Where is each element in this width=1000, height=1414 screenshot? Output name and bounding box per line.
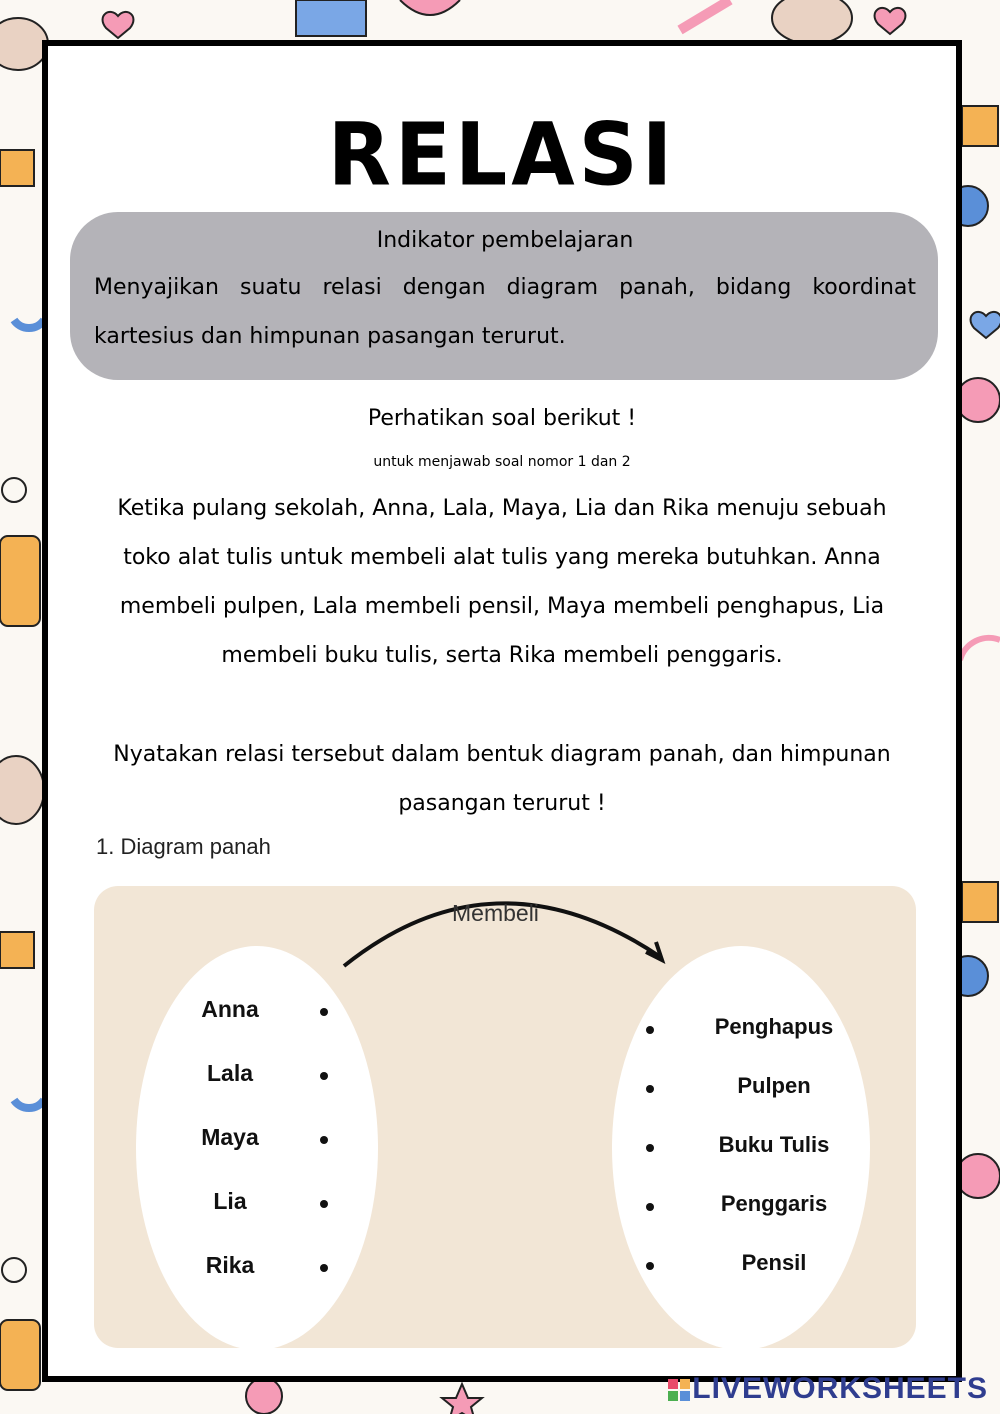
- arrow-diagram: [94, 886, 916, 1348]
- domain-dot[interactable]: [320, 1264, 328, 1272]
- ruler-icon: [0, 150, 34, 186]
- instruction-heading: Perhatikan soal berikut !: [367, 406, 637, 431]
- domain-dot[interactable]: [320, 1072, 328, 1080]
- story-paragraph: Ketika pulang sekolah, Anna, Lala, Maya, Lia dan Rika menuju sebuah toko alat tulis untuk membeli alat tulis yang mereka butuhkan. Anna membeli pulpen, Lala membeli pensil, Maya membeli penghapus, Lia membeli buku tulis, serta Rika membeli penggaris.: [117, 496, 887, 668]
- codomain-item: Pensil: [741, 1250, 807, 1275]
- palette-icon: [772, 0, 852, 44]
- atom-icon: [956, 378, 1000, 422]
- learning-indicator-box: [70, 212, 938, 380]
- book-icon: [296, 0, 366, 36]
- heart-icon: [103, 12, 134, 38]
- calculator-icon: [0, 536, 40, 626]
- pencil-icon: [680, 0, 730, 30]
- domain-dot[interactable]: [320, 1136, 328, 1144]
- rocket-icon: [400, 0, 460, 15]
- instruction-subtitle: untuk menjawab soal nomor 1 dan 2: [373, 454, 631, 470]
- glasses-icon: [2, 1258, 26, 1282]
- watermark: [668, 1372, 988, 1406]
- task-paragraph: Nyatakan relasi tersebut dalam bentuk diagram panah, dan himpunan pasangan terurut !: [113, 742, 891, 816]
- domain-item: Lia: [213, 1188, 247, 1214]
- smiley-icon: [246, 1378, 282, 1414]
- calculator-icon: [0, 1320, 40, 1390]
- domain-dot[interactable]: [320, 1200, 328, 1208]
- palette-icon: [0, 756, 44, 824]
- liveworksheets-logo-icon: [668, 1379, 690, 1401]
- relation-label: Membeli: [452, 900, 539, 926]
- atom-icon: [956, 1154, 1000, 1198]
- domain-item: Maya: [201, 1124, 259, 1150]
- domain-item: Anna: [201, 996, 259, 1022]
- heart-icon: [875, 8, 906, 34]
- codomain-item: Buku Tulis: [718, 1132, 830, 1157]
- codomain-dot[interactable]: [646, 1262, 654, 1270]
- heart-icon: [971, 312, 1000, 338]
- magnet-icon: [14, 320, 44, 328]
- indicator-title: Indikator pembelajaran: [376, 228, 634, 253]
- palette-icon: [0, 18, 48, 70]
- indicator-text: Menyajikan suatu relasi dengan diagram panah, bidang koordinat kartesius dan himpunan pasangan terurut.: [94, 275, 916, 349]
- rainbow-icon: [960, 638, 1000, 660]
- domain-item: Rika: [205, 1252, 255, 1278]
- domain-item: Lala: [206, 1060, 254, 1086]
- domain-dot[interactable]: [320, 1008, 328, 1016]
- star-icon: [442, 1384, 482, 1414]
- worksheet-card: [42, 40, 962, 1382]
- magnet-icon: [14, 1100, 44, 1108]
- codomain-dot[interactable]: [646, 1026, 654, 1034]
- codomain-dot[interactable]: [646, 1144, 654, 1152]
- page-title: RELASI: [327, 105, 677, 206]
- codomain-dot[interactable]: [646, 1203, 654, 1211]
- watermark-text: LIVEWORKSHEETS: [692, 1372, 988, 1405]
- ruler-icon: [0, 932, 34, 968]
- section-label: 1. Diagram panah: [96, 834, 271, 859]
- box-icon: [962, 106, 998, 146]
- glasses-icon: [2, 478, 26, 502]
- codomain-item: Pulpen: [737, 1073, 811, 1098]
- codomain-dot[interactable]: [646, 1085, 654, 1093]
- codomain-item: Penghapus: [714, 1014, 834, 1039]
- box-icon: [962, 882, 998, 922]
- codomain-item: Penggaris: [720, 1191, 828, 1216]
